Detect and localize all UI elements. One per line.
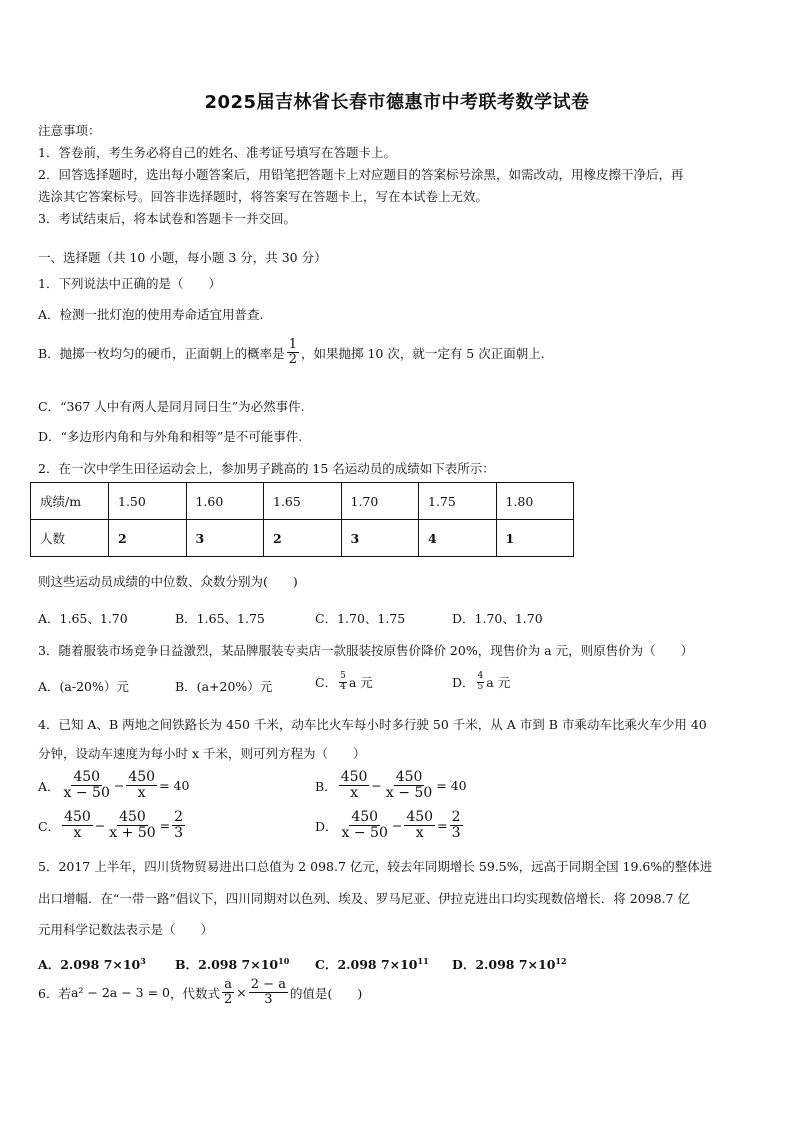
table-cell: 2 <box>109 520 187 557</box>
q5-stem-line1: 5．2017 上半年，四川货物贸易进出口总值为 2 098.7 亿元，较去年同期增长 59.5%，远高于同期全国 19.6%的整体进 <box>38 859 713 874</box>
q5-option-a-base: A．2.098 7×10 <box>38 957 141 972</box>
table-cell: 1.50 <box>109 483 187 520</box>
fraction-numerator: 450 <box>406 809 434 825</box>
fraction-denominator: x − 50 <box>341 825 388 842</box>
fraction-numerator: 1 <box>288 337 297 352</box>
table-cell: 1.60 <box>186 483 264 520</box>
q1-probability-fraction <box>287 338 299 368</box>
q6-fraction-1 <box>222 978 234 1008</box>
q1-stem: 1．下列说法中正确的是（ ） <box>38 276 221 291</box>
fraction-numerator: 450 <box>128 769 156 785</box>
fraction-numerator: 450 <box>119 809 146 825</box>
minus-sign: − <box>113 778 125 794</box>
table-cell: 1.65 <box>264 483 342 520</box>
q1-option-a: A．检测一批灯泡的使用寿命适宜用普查. <box>38 307 264 322</box>
table-row <box>31 520 574 557</box>
q6-middle: ，代数式 <box>170 985 221 1001</box>
notice-item-2: 2．回答选择题时，选出每小题答案后，用铅笔把答题卡上对应题目的答案标号涂黑，如需改动，用橡皮擦干净后，再 <box>38 167 684 182</box>
q3-stem: 3．随着服装市场竞争日益激烈，某品牌服装专卖店一款服装按原售价降价 20%，现售价为 a 元，则原售价为（ ） <box>38 643 694 658</box>
table-cell: 1.70 <box>341 483 419 520</box>
q4-d-fraction-2 <box>404 810 435 842</box>
fraction-numerator: 2 <box>174 809 184 825</box>
q4-option-b-rhs: = 40 <box>436 778 467 794</box>
notice-heading: 注意事项： <box>38 123 101 138</box>
fraction-denominator: x <box>73 825 82 842</box>
q5-option-d-exponent: 12 <box>555 956 567 966</box>
fraction-numerator: 450 <box>73 769 101 785</box>
q6-condition: a² − 2a − 3 = 0 <box>70 985 170 1001</box>
q3-option-d-fraction <box>477 672 485 693</box>
q5-option-b-base: B．2.098 7×10 <box>175 957 279 972</box>
q5-stem-line2: 出口增幅．在“一带一路”倡议下，四川同期对以色列、埃及、罗马尼亚、伊拉克进出口均实现数倍增长．将 2098.7 亿 <box>38 891 690 906</box>
q1-option-d: D．“多边形内角和与外角和相等”是不可能事件. <box>38 429 303 444</box>
q3-option-c-label: C． <box>315 675 338 691</box>
q4-option-a <box>38 770 189 802</box>
q4-a-fraction-2 <box>126 770 157 802</box>
q3-option-d-suffix: a 元 <box>486 675 511 691</box>
fraction-numerator: 2 <box>451 809 461 825</box>
fraction-numerator: 2 − a <box>250 977 286 992</box>
q1-option-b-suffix: ，如果抛掷 10 次，就一定有 5 次正面朝上. <box>300 345 545 361</box>
minus-sign: − <box>391 818 403 834</box>
minus-sign: − <box>371 778 382 794</box>
q4-d-fraction-1 <box>340 810 390 842</box>
q3-option-c <box>315 672 373 693</box>
q5-option-a <box>38 955 146 973</box>
fraction-denominator: 3 <box>451 825 461 842</box>
equals-sign: = <box>159 818 171 834</box>
q2-option-b: B．1.65、1.75 <box>175 611 265 626</box>
q4-d-rhs-fraction <box>450 810 463 842</box>
times-sign: × <box>236 985 247 1001</box>
q4-b-fraction-1 <box>339 770 370 802</box>
q4-a-fraction-1 <box>62 770 112 802</box>
q5-option-c <box>315 955 429 973</box>
q2-stem: 2．在一次中学生田径运动会上，参加男子跳高的 15 名运动员的成绩如下表所示： <box>38 461 495 476</box>
equals-sign: = <box>437 818 448 834</box>
notice-item-3: 3．考试结束后，将本试卷和答题卡一并交回。 <box>38 211 296 226</box>
q4-option-a-rhs: = 40 <box>159 778 190 794</box>
q3-option-d <box>452 672 510 693</box>
minus-sign: − <box>94 818 106 834</box>
q4-option-a-label: A． <box>38 778 60 794</box>
q4-option-b <box>315 770 467 802</box>
q6-suffix: 的值是( ) <box>289 985 363 1001</box>
fraction-denominator: x <box>137 785 146 802</box>
q4-option-c <box>38 810 187 842</box>
q3-option-a: A．(a-20%）元 <box>38 679 129 694</box>
fraction-numerator: 4 <box>477 671 484 681</box>
fraction-numerator: 450 <box>395 769 423 785</box>
fraction-denominator: 3 <box>174 825 184 842</box>
fraction-denominator: 3 <box>264 992 273 1008</box>
fraction-denominator: x + 50 <box>109 825 156 842</box>
fraction-denominator: 4 <box>340 681 346 692</box>
q6-fraction-2 <box>249 978 288 1008</box>
table-row <box>31 483 574 520</box>
q2-option-d: D．1.70、1.70 <box>452 611 543 626</box>
q6-stem <box>38 978 362 1008</box>
scores-table <box>30 482 574 557</box>
q4-b-fraction-2 <box>384 770 434 802</box>
q4-c-fraction-2 <box>107 810 157 842</box>
q2-option-a: A．1.65、1.70 <box>38 611 128 626</box>
q4-stem-line1: 4．已知 A、B 两地之间铁路长为 450 千米，动车比火车每小时多行驶 50 千米，从 A 市到 B 市乘动车比乘火车少用 40 <box>38 717 707 732</box>
q4-c-fraction-1 <box>62 810 93 842</box>
table-header-count: 人数 <box>31 520 109 557</box>
fraction-denominator: x <box>350 785 358 802</box>
fraction-denominator: x − 50 <box>63 785 110 802</box>
fraction-numerator: 450 <box>340 769 368 785</box>
q3-option-d-label: D． <box>452 675 475 691</box>
fraction-numerator: 450 <box>351 809 379 825</box>
q3-option-c-fraction <box>339 672 347 693</box>
q3-option-b: B．(a+20%）元 <box>175 679 273 694</box>
q1-option-b <box>38 338 545 368</box>
q4-stem-line2: 分钟，设动车速度为每小时 x 千米，则可列方程为（ ） <box>38 746 366 761</box>
fraction-denominator: x <box>415 825 424 842</box>
notice-item-1: 1．答卷前，考生务必将自己的姓名、准考证号填写在答题卡上。 <box>38 145 396 160</box>
fraction-numerator: a <box>224 977 233 992</box>
table-cell: 1.75 <box>419 483 497 520</box>
fraction-numerator: 450 <box>64 809 91 825</box>
q2-option-c: C．1.70、1.75 <box>315 611 406 626</box>
fraction-denominator: 2 <box>224 992 233 1008</box>
notice-item-2-cont: 选涂其它答案标号。回答非选择题时，将答案写在答题卡上，写在本试卷上无效。 <box>38 189 489 204</box>
q1-option-b-prefix: B．抛掷一枚均匀的硬币，正面朝上的概率是 <box>38 345 285 361</box>
q5-option-c-exponent: 11 <box>417 956 429 966</box>
q5-option-b <box>175 955 289 973</box>
table-header-score: 成绩/m <box>31 483 109 520</box>
q5-option-b-exponent: 10 <box>278 956 290 966</box>
section-heading: 一、选择题（共 10 小题，每小题 3 分，共 30 分） <box>38 250 327 265</box>
table-cell: 1.80 <box>496 483 574 520</box>
q1-option-c: C．“367 人中有两人是同月同日生”为必然事件. <box>38 399 305 414</box>
q4-c-rhs-fraction <box>172 810 185 842</box>
q4-option-d <box>315 810 465 842</box>
q4-option-d-label: D． <box>315 818 338 834</box>
table-cell: 3 <box>186 520 264 557</box>
q2-question: 则这些运动员成绩的中位数、众数分别为( ) <box>38 574 298 589</box>
q5-stem-line3: 元用科学记数法表示是（ ） <box>38 922 214 937</box>
table-cell: 4 <box>419 520 497 557</box>
q5-option-d-base: D．2.098 7×10 <box>452 957 556 972</box>
fraction-denominator: x − 50 <box>385 785 433 802</box>
fraction-denominator: 5 <box>477 681 484 692</box>
q6-prefix: 6．若 <box>38 985 71 1001</box>
q4-option-b-label: B． <box>315 778 337 794</box>
fraction-denominator: 2 <box>288 352 297 368</box>
q5-option-a-exponent: 3 <box>140 956 146 966</box>
page-title: 2025届吉林省长春市德惠市中考联考数学试卷 <box>204 92 590 113</box>
table-cell: 2 <box>264 520 342 557</box>
q5-option-c-base: C．2.098 7×10 <box>315 957 418 972</box>
q5-option-d <box>452 955 567 973</box>
table-cell: 3 <box>341 520 419 557</box>
table-cell: 1 <box>496 520 574 557</box>
q3-option-c-suffix: a 元 <box>348 675 373 691</box>
q4-option-c-label: C． <box>38 818 61 834</box>
fraction-numerator: 5 <box>340 671 346 681</box>
